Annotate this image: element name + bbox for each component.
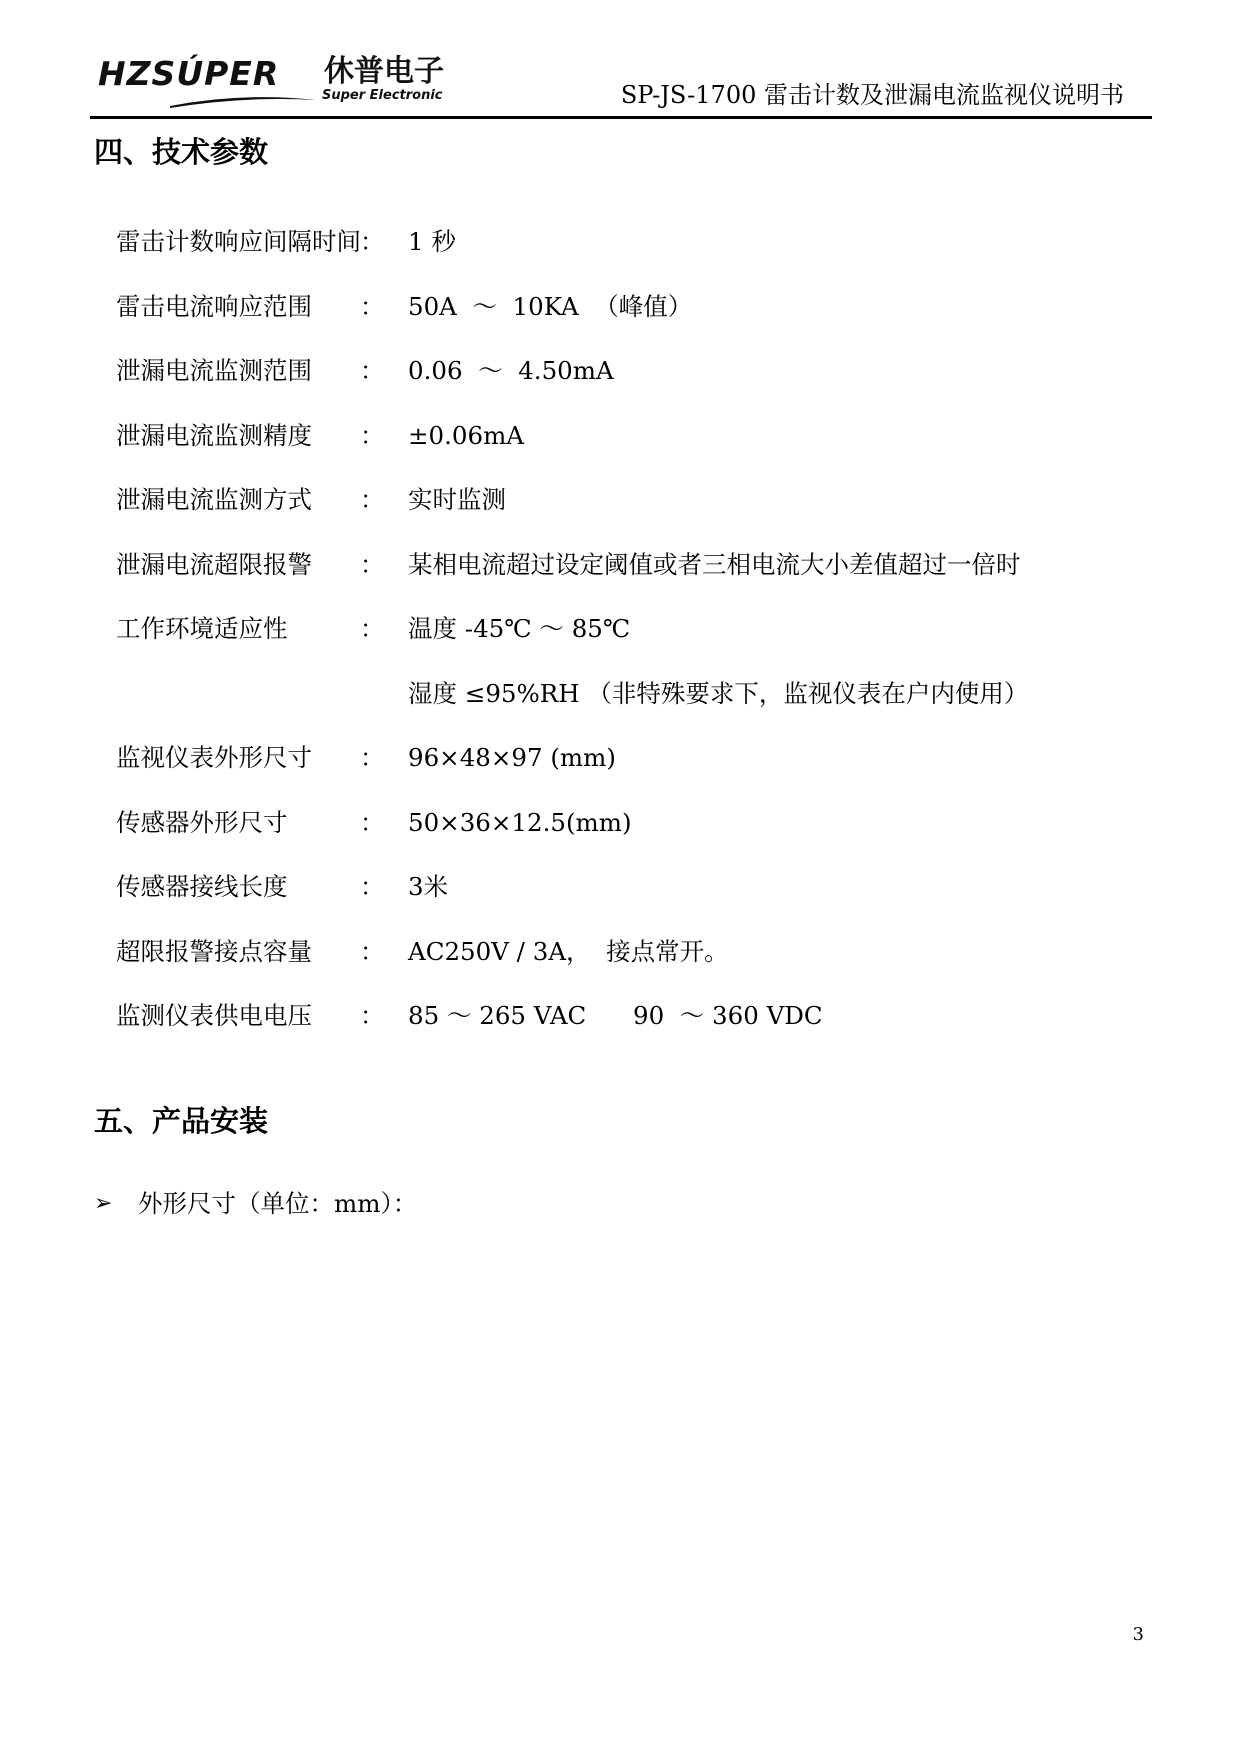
spec-row bbox=[116, 418, 1146, 454]
spec-colon: ： bbox=[360, 807, 385, 837]
spec-row bbox=[116, 353, 1146, 389]
spec-colon: ： bbox=[360, 485, 385, 514]
header-divider bbox=[90, 116, 1152, 119]
logo-swoosh-icon bbox=[168, 94, 318, 110]
spec-value: 96×48×97 (mm) bbox=[408, 743, 616, 772]
bullet-text: 外形尺寸（单位：mm）： bbox=[138, 1189, 418, 1218]
spec-row bbox=[116, 934, 1146, 970]
spec-colon: ： bbox=[360, 549, 385, 579]
company-logo bbox=[98, 54, 448, 112]
spec-colon: ： bbox=[360, 227, 385, 256]
spec-label: 雷击计数响应间隔时间 bbox=[116, 227, 361, 256]
spec-label: 泄漏电流监测方式 bbox=[116, 485, 312, 514]
spec-row bbox=[116, 869, 1146, 905]
spec-value: 某相电流超过设定阈值或者三相电流大小差值超过一倍时 bbox=[408, 549, 1021, 579]
spec-label: 泄漏电流监测范围 bbox=[116, 356, 312, 385]
spec-value: 0.06 ～ 4.50mA bbox=[408, 356, 614, 385]
spec-row bbox=[116, 805, 1146, 841]
spec-value: 3米 bbox=[408, 872, 449, 901]
page-header bbox=[90, 50, 1150, 120]
spec-label: 传感器外形尺寸 bbox=[116, 807, 288, 837]
spec-value: 85 ～ 265 VAC 90 ～ 360 VDC bbox=[408, 1001, 823, 1030]
spec-row bbox=[116, 547, 1146, 583]
spec-label: 雷击电流响应范围 bbox=[116, 291, 312, 321]
spec-colon: ： bbox=[360, 420, 385, 450]
spec-row bbox=[116, 289, 1146, 325]
spec-colon: ： bbox=[360, 872, 385, 901]
spec-label: 工作环境适应性 bbox=[116, 614, 288, 643]
spec-label: 超限报警接点容量 bbox=[116, 936, 312, 966]
spec-value: 湿度 ≤95%RH （非特殊要求下，监视仪表在户内使用） bbox=[408, 678, 1029, 708]
spec-row bbox=[116, 482, 1146, 518]
spec-value: 实时监测 bbox=[408, 485, 506, 514]
spec-value: AC250V / 3A， 接点常开。 bbox=[408, 936, 729, 966]
arrow-bullet-icon: ➢ bbox=[94, 1191, 113, 1216]
logo-chinese-name: 休普电子 bbox=[324, 54, 444, 89]
section-heading-technical-parameters: 四、技术参数 bbox=[94, 135, 269, 169]
spec-label: 传感器接线长度 bbox=[116, 872, 288, 901]
spec-row bbox=[116, 224, 1146, 260]
spec-row bbox=[116, 611, 1146, 647]
spec-label: 泄漏电流超限报警 bbox=[116, 549, 312, 579]
section-heading-product-installation: 五、产品安装 bbox=[94, 1104, 269, 1138]
document-title: SP-JS-1700 雷击计数及泄漏电流监视仪说明书 bbox=[620, 81, 1124, 109]
spec-colon: ： bbox=[360, 1001, 385, 1030]
spec-label: 泄漏电流监测精度 bbox=[116, 420, 312, 450]
spec-label: 监测仪表供电电压 bbox=[116, 1001, 312, 1030]
spec-value: 温度 -45℃ ～ 85℃ bbox=[408, 614, 631, 643]
spec-value: ±0.06mA bbox=[408, 420, 525, 450]
logo-wordmark: HZSÚPER bbox=[98, 54, 280, 93]
spec-colon: ： bbox=[360, 356, 385, 385]
spec-colon: ： bbox=[360, 614, 385, 643]
spec-value: 1 秒 bbox=[408, 227, 456, 256]
spec-value: 50A ～ 10KA （峰值） bbox=[408, 291, 693, 321]
spec-value: 50×36×12.5(mm) bbox=[408, 807, 632, 837]
logo-english-name: Super Electronic bbox=[322, 88, 443, 103]
spec-colon: ： bbox=[360, 936, 385, 966]
spec-row bbox=[116, 676, 1146, 712]
spec-colon: ： bbox=[360, 743, 385, 772]
spec-row bbox=[116, 998, 1146, 1034]
spec-colon: ： bbox=[360, 291, 385, 321]
page-number: 3 bbox=[1132, 1624, 1144, 1645]
spec-row bbox=[116, 740, 1146, 776]
spec-label: 监视仪表外形尺寸 bbox=[116, 743, 312, 772]
